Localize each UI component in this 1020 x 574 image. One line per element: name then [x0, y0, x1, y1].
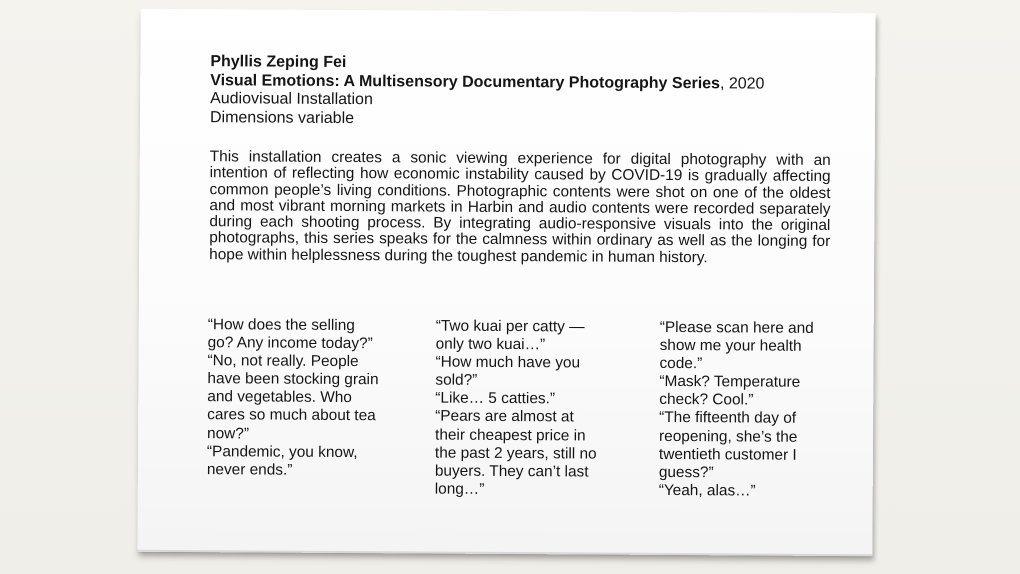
quote: “No, not really. People have been stocking grain and vegetables. Who cares so much about tea now?”: [207, 352, 379, 442]
quote: “How much have you sold?”: [435, 353, 581, 390]
quote: “Yeah, alas…”: [658, 481, 756, 500]
artist-name: Phyllis Zeping Fei: [210, 53, 347, 72]
artwork-title: Visual Emotions: A Multisensory Documentary Photography Series: [210, 71, 721, 92]
label-header: [210, 53, 850, 131]
artwork-dimensions: Dimensions variable: [209, 108, 355, 127]
artwork-year: , 2020: [719, 74, 765, 93]
quote: “Two kuai per catty — only two kuai…”: [435, 317, 585, 354]
quote: “How does the selling go? Any income today?”: [207, 316, 373, 353]
quote: “Please scan here and show me your health code.”: [659, 318, 814, 373]
quote: “Pears are almost at their cheapest price in the past 2 years, still no buyers. They can’t last long…”: [434, 408, 597, 498]
artwork-description: This installation creates a sonic viewing experience for digital photography with an intention of reflecting how economic instability caused by COVID-19 is gradually affecting common people’s living conditions. Photographic contents were shot on one of the oldest and most vibrant morning markets in Harbin and audio contents were recorded separately during each shooting process. By integrating audio-responsive visuals into the original photographs, this series speaks for the calmness within ordinary as well as the longing for hope within helplessness during the toughest pandemic in human history.: [209, 148, 831, 267]
quote-column-1: [207, 316, 383, 480]
quote-column-3: [659, 319, 830, 501]
quote: “Like… 5 catties.”: [435, 389, 556, 408]
quote-column-2: [435, 318, 606, 500]
artwork-medium: Audiovisual Installation: [210, 90, 373, 109]
quote: “Pandemic, you know, never ends.”: [206, 442, 358, 479]
quote: “The fifteenth day of reopening, she’s the twentieth customer I guess?”: [658, 409, 798, 482]
wall-label-card: [137, 9, 875, 556]
quote: “Mask? Temperature check? Cool.”: [659, 373, 801, 409]
